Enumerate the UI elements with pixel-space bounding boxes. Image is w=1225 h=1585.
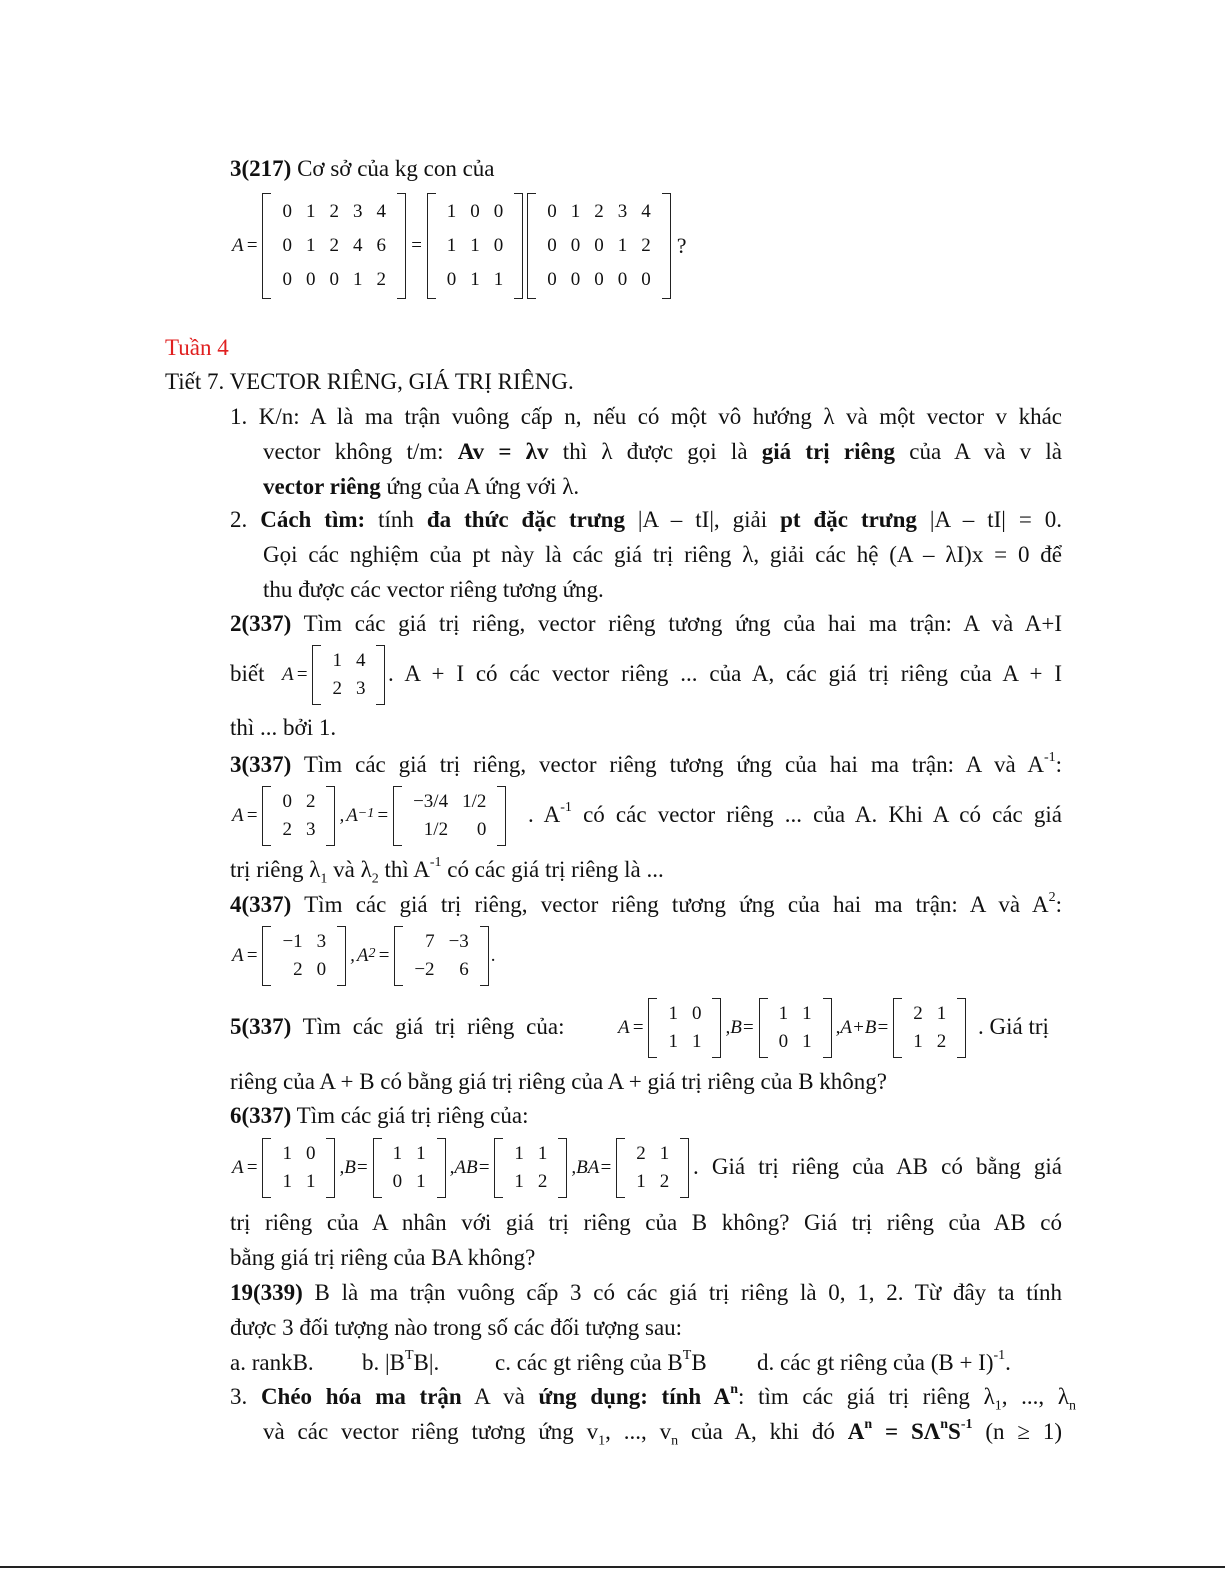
exercise-19-option-b: b. $|B^TB|$. [362, 1348, 440, 1375]
exercise-5-line2: riêng của A + B có bằng giá trị riêng của A + giá trị riêng của B không? [230, 1069, 887, 1094]
week-heading: Tuần 4 [165, 335, 229, 360]
exercise-19-line1: 19(339) B là ma trận vuông cấp 3 có các giá trị riêng là 0, 1, 2. Từ đây ta tính [230, 1280, 1062, 1305]
exercise-3-line2: . $A^{-1}$ có các vector riêng ... của A. Khi A có các giá [528, 800, 1063, 827]
matrix-cells: 1 0 0 1 1 0 0 1 1 [446, 201, 504, 290]
exercise-2-line3: thì ... bởi 1. [230, 715, 337, 740]
exercise-3-matrices: A = 0 2 2 3 , A $^{-1}$ = −3/4 1/2 1/2 0 [232, 786, 508, 846]
exercise-5-post: . Giá trị [978, 1014, 1049, 1039]
exercise-19-option-a: a. rankB. [230, 1350, 314, 1375]
question-mark: ? [676, 233, 687, 258]
exercise-2-matrix: A = 1 4 2 3 [282, 645, 387, 705]
exercise-4-matrices: A = −1 3 2 0 , A $^2$ = 7 −3 −2 6 . [232, 926, 496, 986]
period-heading: Tiết 7. VECTOR RIÊNG, GIÁ TRỊ RIÊNG. [165, 369, 574, 394]
exercise-19-option-c: c. các gt riêng của $B^TB$ [495, 1348, 707, 1375]
exercise-217-equation: A = 0 1 2 3 4 0 1 2 4 6 0 0 0 1 2 = 1 0 0 1 1 0 0 1 1 0 1 2 3 4 0 0 0 1 2 0 0 0 0 0 ? [232, 193, 687, 299]
exercise-6-line4: bằng giá trị riêng của BA không? [230, 1245, 536, 1270]
exercise-19-option-d: d. các gt riêng của $(B + I)^{-1}$. [757, 1348, 1011, 1375]
exercise-5-matrices: A = 1 0 1 1 ,B= 1 1 0 1 ,A+B= 2 1 1 2 [618, 998, 968, 1058]
exercise-2-pre: biết [230, 661, 265, 686]
exercise-6-matrices: A = 1 0 1 1 ,B= 1 1 0 1 ,AB= 1 1 1 2 ,BA= 2 1 1 2 [232, 1138, 691, 1198]
exercise-6-line1: 6(337) Tìm các giá trị riêng của: [230, 1103, 529, 1128]
exercise-6-line2: . Giá trị riêng của AB có bằng giá [693, 1154, 1062, 1179]
item2-line3: thu được các vector riêng tương ứng. [263, 577, 604, 602]
page-bottom-rule [0, 1566, 1225, 1568]
item3-line1: 3. Chéo hóa ma trận A và ứng dụng: tính $A^n$: tìm các giá trị riêng $\lambda_1$, ..., $\lambda_n$ [230, 1382, 1077, 1414]
exercise-2-line2: . A + I có các vector riêng ... của A, các giá trị riêng của A + I [388, 661, 1062, 686]
exercise-217-heading [230, 154, 495, 184]
item2-line2: Gọi các nghiệm của pt này là các giá trị riêng λ, giải các hệ (A – λI)x = 0 để [263, 542, 1062, 567]
exercise-5-line1: 5(337) Tìm các giá trị riêng của: [230, 1014, 565, 1039]
exercise-number: 3(217) [230, 156, 292, 181]
exercise-text: Cơ sở của kg con của [291, 156, 495, 181]
item3-line2: và các vector riêng tương ứng $v_1$, ..., $v_n$ của A, khi đó $A^n = S\Lambda^nS^{-1}$ (n ≥ 1) [263, 1417, 1063, 1449]
exercise-3-line3: trị riêng $\lambda_1$ và $\lambda_2$ thì $A^{-1}$ có các giá trị riêng là ... [230, 855, 664, 887]
matrix-m2 [427, 193, 524, 299]
exercise-4-line1: 4(337) Tìm các giá trị riêng, vector riêng tương ứng của hai ma trận: A và $A^2$: [230, 890, 1062, 917]
exercise-3-line1: 3(337) Tìm các giá trị riêng, vector riêng tương ứng của hai ma trận: A và $A^{-1}$: [230, 750, 1062, 777]
item1-line2: vector không t/m: Av = λv thì λ được gọi là giá trị riêng của A và v là [263, 439, 1063, 464]
item2-line1: 2. Cách tìm: tính đa thức đặc trưng |A – tI|, giải pt đặc trưng |A – tI| = 0. [230, 507, 1063, 532]
matrix-m1 [262, 193, 406, 299]
exercise-2-line1: 2(337) Tìm các giá trị riêng, vector riêng tương ứng của hai ma trận: A và A+I [230, 611, 1062, 636]
matrix-cells: 0 1 2 3 4 0 0 0 1 2 0 0 0 0 0 [547, 201, 651, 290]
item1-line1: 1. K/n: A là ma trận vuông cấp n, nếu có một vô hướng λ và một vector v khác [230, 404, 1062, 429]
exercise-6-line3: trị riêng của A nhân với giá trị riêng của B không? Giá trị riêng của AB có [230, 1210, 1062, 1235]
exercise-19-line2: được 3 đối tượng nào trong số các đối tượng sau: [230, 1315, 683, 1340]
matrix-m3 [527, 193, 671, 299]
matrix-cells: 0 1 2 3 4 0 1 2 4 6 0 0 0 1 2 [282, 201, 386, 290]
matrix-label: A [232, 235, 244, 256]
item1-line3: vector riêng ứng của A ứng với λ. [263, 474, 580, 499]
